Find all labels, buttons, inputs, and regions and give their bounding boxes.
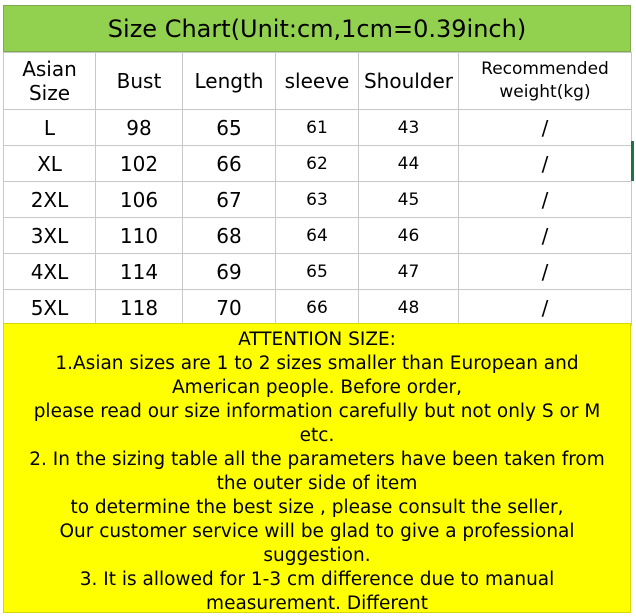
attention-line: the outer side of item [216,473,418,494]
bust-cell: 106 [96,182,183,218]
shoulder-cell: 47 [359,254,459,290]
cell-selection-edge [631,141,634,181]
length-cell: 65 [183,110,276,146]
attention-line: etc. [299,425,335,446]
table-row [4,110,632,146]
shoulder-cell: 46 [359,218,459,254]
attention-line: 2. In the sizing table all the parameters have been taken from [29,449,605,470]
table-row [4,182,632,218]
shoulder-cell: 43 [359,110,459,146]
sleeve-cell: 66 [276,290,359,326]
attention-line: Our customer service will be glad to give a professional [59,521,575,542]
attention-line: 1.Asian sizes are 1 to 2 sizes smaller than European and [55,353,579,374]
length-cell: 69 [183,254,276,290]
sleeve-cell: 65 [276,254,359,290]
bust-cell: 118 [96,290,183,326]
size-cell: 4XL [4,254,96,290]
size-chart-title: Size Chart(Unit:cm,1cm=0.39inch) [3,5,631,52]
length-cell: 67 [183,182,276,218]
bust-cell: 102 [96,146,183,182]
header-shoulder: Shoulder [359,53,459,110]
header-sleeve: sleeve [276,53,359,110]
attention-line: measurement. Different [206,593,428,614]
header-asian-size: Asian Size [4,53,96,110]
weight-cell: / [459,254,632,290]
table-row [4,146,632,182]
sleeve-cell: 63 [276,182,359,218]
weight-cell: / [459,110,632,146]
length-cell: 66 [183,146,276,182]
size-cell: 5XL [4,290,96,326]
header-recommended-weight: Recommended weight(kg) [459,53,632,110]
sleeve-cell: 61 [276,110,359,146]
bust-cell: 114 [96,254,183,290]
shoulder-cell: 44 [359,146,459,182]
shoulder-cell: 45 [359,182,459,218]
size-cell: XL [4,146,96,182]
attention-line: 3. It is allowed for 1-3 cm difference due to manual [79,569,555,590]
length-cell: 68 [183,218,276,254]
header-bust: Bust [96,53,183,110]
weight-cell: / [459,290,632,326]
size-cell: L [4,110,96,146]
attention-line: please read our size information carefully but not only S or M [33,401,601,422]
attention-line: suggestion. [263,545,371,566]
table-header-row [4,53,632,110]
size-cell: 2XL [4,182,96,218]
shoulder-cell: 48 [359,290,459,326]
sleeve-cell: 62 [276,146,359,182]
attention-line: American people. Before order, [172,377,462,398]
bust-cell: 110 [96,218,183,254]
length-cell: 70 [183,290,276,326]
table-row [4,290,632,326]
attention-line: to determine the best size , please consult the seller, [70,497,564,518]
weight-cell: / [459,218,632,254]
table-row [4,254,632,290]
weight-cell: / [459,182,632,218]
weight-cell: / [459,146,632,182]
attention-notice [3,323,631,613]
attention-heading: ATTENTION SIZE: [238,329,396,350]
sleeve-cell: 64 [276,218,359,254]
bust-cell: 98 [96,110,183,146]
size-table [3,52,632,326]
size-cell: 3XL [4,218,96,254]
table-row [4,218,632,254]
header-length: Length [183,53,276,110]
